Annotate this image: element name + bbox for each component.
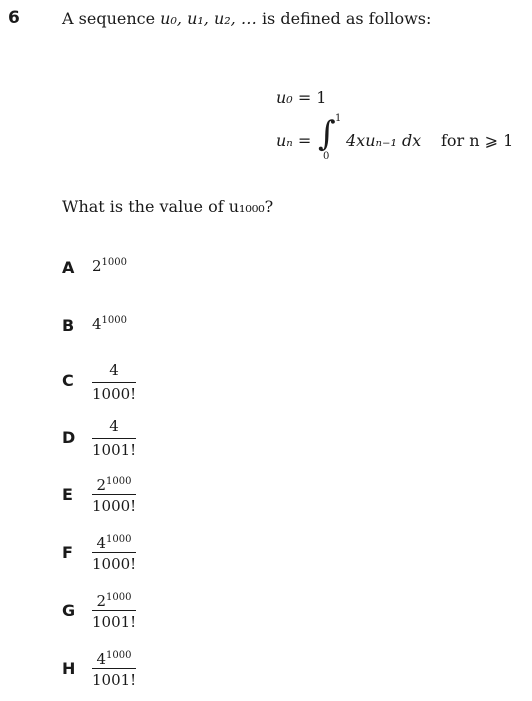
option-f-letter[interactable]: F	[62, 543, 73, 562]
option-h-letter[interactable]: H	[62, 659, 76, 678]
question-number: 6	[8, 8, 20, 28]
option-a-letter[interactable]: A	[62, 258, 75, 277]
option-h-denominator: 1001!	[92, 671, 137, 689]
option-c-numerator: 4	[109, 361, 119, 379]
option-b-value[interactable]: $4^{1000}$	[92, 315, 127, 333]
option-e-numerator: $2^{1000}$	[96, 476, 132, 494]
fraction-bar	[92, 552, 136, 553]
fraction-bar	[92, 382, 136, 383]
option-a-value[interactable]: $2^{1000}$	[92, 257, 127, 275]
option-d-denominator: 1001!	[92, 441, 137, 459]
equation-initial	[276, 88, 326, 107]
option-b-letter[interactable]: B	[62, 316, 75, 335]
option-d-value[interactable]	[92, 416, 136, 460]
stem-sequence: u₀, u₁, u₂, …	[160, 9, 257, 28]
option-d-numerator: 4	[109, 417, 119, 435]
option-g-letter[interactable]: G	[62, 601, 76, 620]
integral-upper-limit: 1	[335, 113, 342, 124]
option-h-value[interactable]	[92, 646, 136, 690]
integral-symbol: ∫	[318, 114, 336, 154]
fraction-bar	[92, 610, 136, 611]
option-g-numerator: $2^{1000}$	[96, 592, 132, 610]
eq1-rhs: = 1	[297, 88, 327, 107]
option-f-denominator: 1000!	[92, 555, 137, 573]
option-e-denominator: 1000!	[92, 497, 137, 515]
option-e-letter[interactable]: E	[62, 485, 73, 504]
option-c-denominator: 1000!	[92, 385, 137, 403]
stem-outro: is defined as follows:	[261, 9, 432, 28]
eq1-lhs: u₀	[276, 88, 293, 107]
fraction-bar	[92, 668, 136, 669]
option-f-value[interactable]	[92, 530, 136, 574]
eq2-equals: =	[297, 131, 312, 150]
integral-lower-limit: 0	[323, 151, 330, 162]
question-prompt: What is the value of u₁₀₀₀?	[62, 197, 274, 216]
option-e-value[interactable]	[92, 472, 136, 516]
option-g-value[interactable]	[92, 588, 136, 632]
option-d-letter[interactable]: D	[62, 428, 76, 447]
fraction-bar	[92, 438, 136, 439]
option-h-numerator: $4^{1000}$	[96, 650, 132, 668]
stem-intro: A sequence	[62, 9, 156, 28]
option-f-numerator: $4^{1000}$	[96, 534, 132, 552]
option-g-denominator: 1001!	[92, 613, 137, 631]
recurrence-condition: for n ⩾ 1	[441, 131, 514, 150]
equation-recurrence-lhs	[276, 131, 311, 150]
eq2-lhs: uₙ	[276, 131, 293, 150]
fraction-bar	[92, 494, 136, 495]
option-c-value[interactable]	[92, 360, 136, 404]
option-c-letter[interactable]: C	[62, 371, 74, 390]
question-stem	[62, 9, 431, 28]
integrand: 4xuₙ₋₁ dx	[346, 131, 422, 150]
